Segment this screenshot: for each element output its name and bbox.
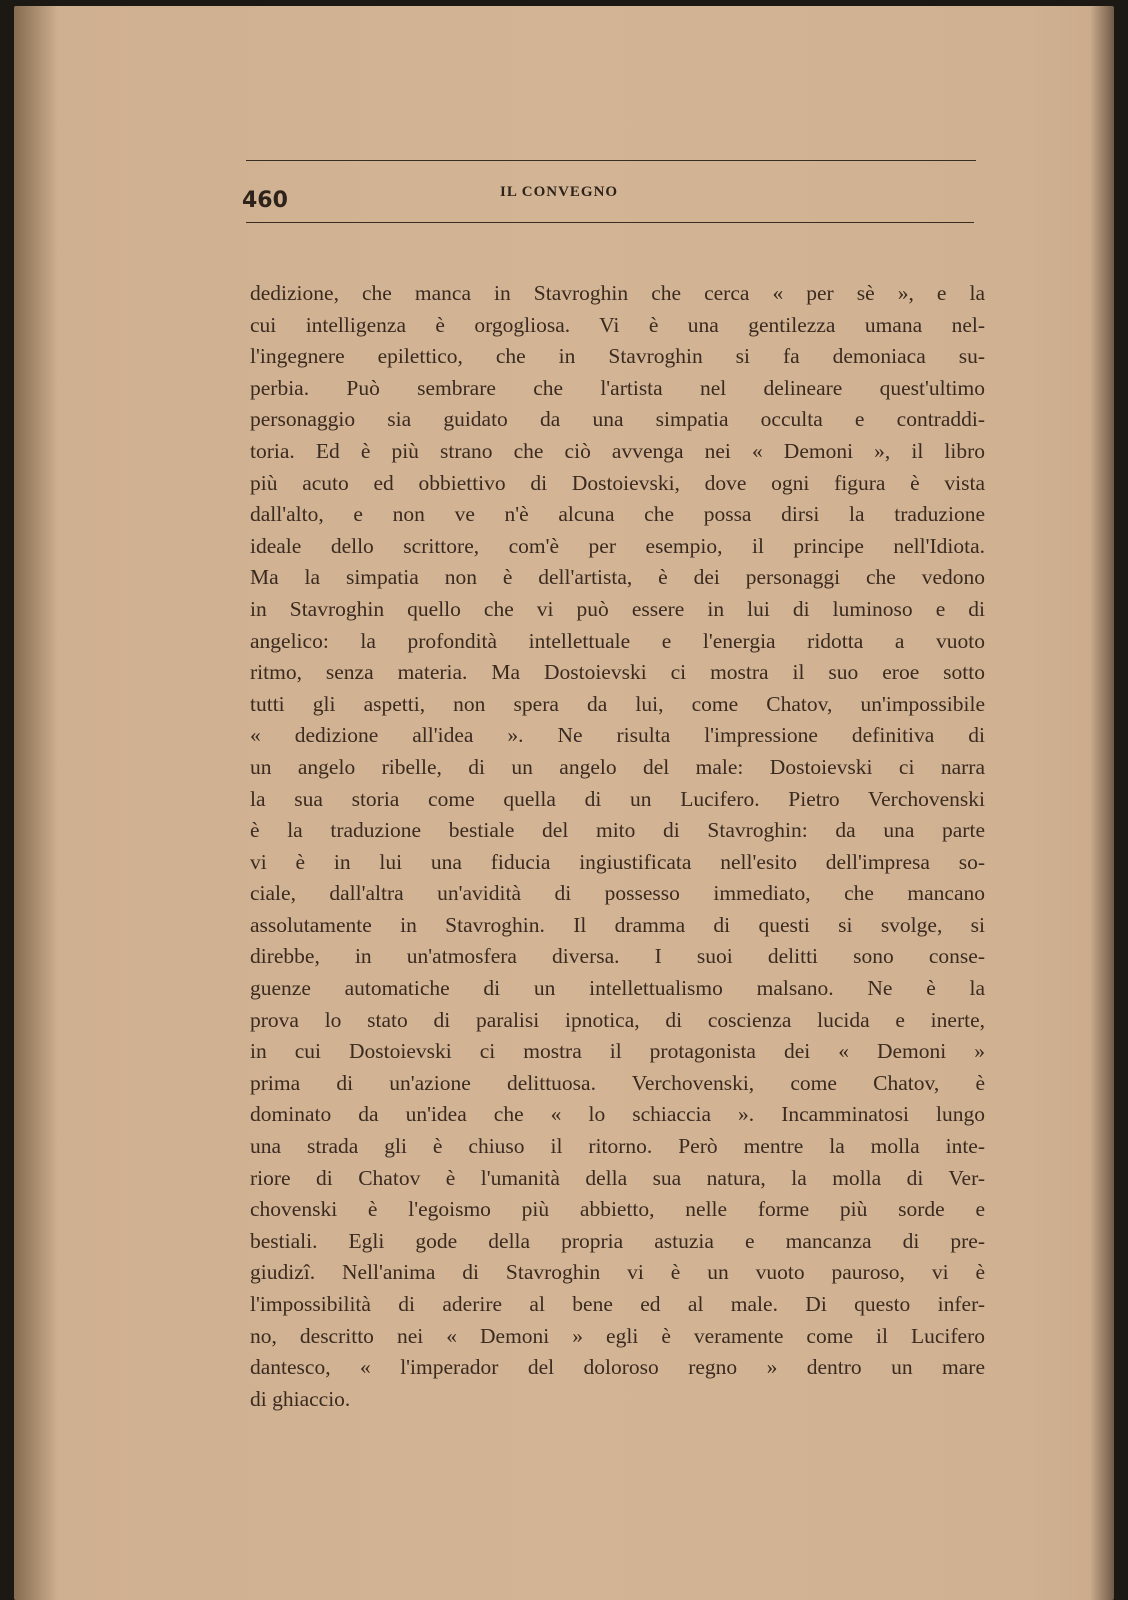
text-line: più acuto ed obbiettivo di Dostoievski, dove ogni figura è vista	[250, 470, 985, 495]
text-line: la sua storia come quella di un Lucifero. Pietro Verchovenski	[250, 786, 985, 811]
text-line: un angelo ribelle, di un angelo del male: Dostoievski ci narra	[250, 754, 985, 779]
text-line: di ghiaccio.	[250, 1386, 351, 1411]
text-line: l'impossibilità di aderire al bene ed al male. Di questo infer-	[250, 1292, 985, 1316]
text-line: assolutamente in Stavroghin. Il dramma di questi si svolge, si	[250, 912, 985, 937]
text-line: ciale, dall'altra un'avidità di possesso immediato, che mancano	[250, 881, 985, 906]
text-line: dantesco, « l'imperador del doloroso regno » dentro un mare	[250, 1355, 985, 1380]
text-line: angelico: la profondità intellettuale e l'energia ridotta a vuoto	[250, 628, 985, 653]
text-line: in Stavroghin quello che vi può essere in lui di luminoso e di	[250, 596, 985, 621]
running-title: IL CONVEGNO	[500, 184, 619, 200]
text-line: cui intelligenza è orgogliosa. Vi è una gentilezza umana nel-	[250, 312, 985, 337]
binding-shadow	[14, 6, 58, 1600]
text-line: guenze automatiche di un intellettualismo malsano. Ne è la	[250, 976, 985, 1001]
text-line: dominato da un'idea che « lo schiaccia ». Incamminatosi lungo	[250, 1102, 985, 1127]
text-line: una strada gli è chiuso il ritorno. Però mentre la molla inte-	[250, 1134, 985, 1159]
text-line: prima di un'azione delittuosa. Verchovenski, come Chatov, è	[250, 1070, 985, 1095]
text-line: dedizione, che manca in Stavroghin che cerca « per sè », e la	[250, 281, 985, 305]
text-line: toria. Ed è più strano che ciò avvenga nei « Demoni », il libro	[250, 438, 985, 463]
text-line: ritmo, senza materia. Ma Dostoievski ci mostra il suo eroe sotto	[250, 660, 985, 685]
text-line: personaggio sia guidato da una simpatia occulta e contraddi-	[250, 407, 985, 432]
header-rule-top	[246, 160, 976, 161]
text-line: ideale dello scrittore, com'è per esempio, il principe nell'Idiota.	[250, 533, 985, 558]
text-line: riore di Chatov è l'umanità della sua natura, la molla di Ver-	[250, 1165, 985, 1190]
text-line: giudizî. Nell'anima di Stavroghin vi è un vuoto pauroso, vi è	[250, 1260, 985, 1285]
text-line: in cui Dostoievski ci mostra il protagonista dei « Demoni »	[250, 1039, 985, 1064]
page-number: 460	[242, 188, 288, 213]
text-line: chovenski è l'egoismo più abbietto, nelle forme più sorde e	[250, 1197, 985, 1222]
text-line: prova lo stato di paralisi ipnotica, di coscienza lucida e inerte,	[250, 1007, 985, 1032]
text-line: direbbe, in un'atmosfera diversa. I suoi delitti sono conse-	[250, 944, 985, 969]
text-line: perbia. Può sembrare che l'artista nel delineare quest'ultimo	[250, 375, 985, 400]
text-line: dall'alto, e non ve n'è alcuna che possa dirsi la traduzione	[250, 502, 985, 527]
text-line: no, descritto nei « Demoni » egli è veramente come il Lucifero	[250, 1323, 985, 1348]
text-line: l'ingegnere epilettico, che in Stavroghin si fa demoniaca su-	[250, 344, 985, 369]
text-line: è la traduzione bestiale del mito di Stavroghin: da una parte	[250, 818, 985, 843]
edge-shadow	[1090, 6, 1114, 1600]
text-line: Ma la simpatia non è dell'artista, è dei personaggi che vedono	[250, 565, 985, 590]
body-paragraph	[250, 278, 985, 1415]
text-line: vi è in lui una fiducia ingiustificata nell'esito dell'impresa so-	[250, 849, 985, 874]
header-rule-bottom	[246, 222, 974, 223]
text-line: bestiali. Egli gode della propria astuzia e mancanza di pre-	[250, 1228, 985, 1253]
text-line: tutti gli aspetti, non spera da lui, come Chatov, un'impossibile	[250, 691, 985, 716]
text-line: « dedizione all'idea ». Ne risulta l'impressione definitiva di	[250, 723, 985, 748]
